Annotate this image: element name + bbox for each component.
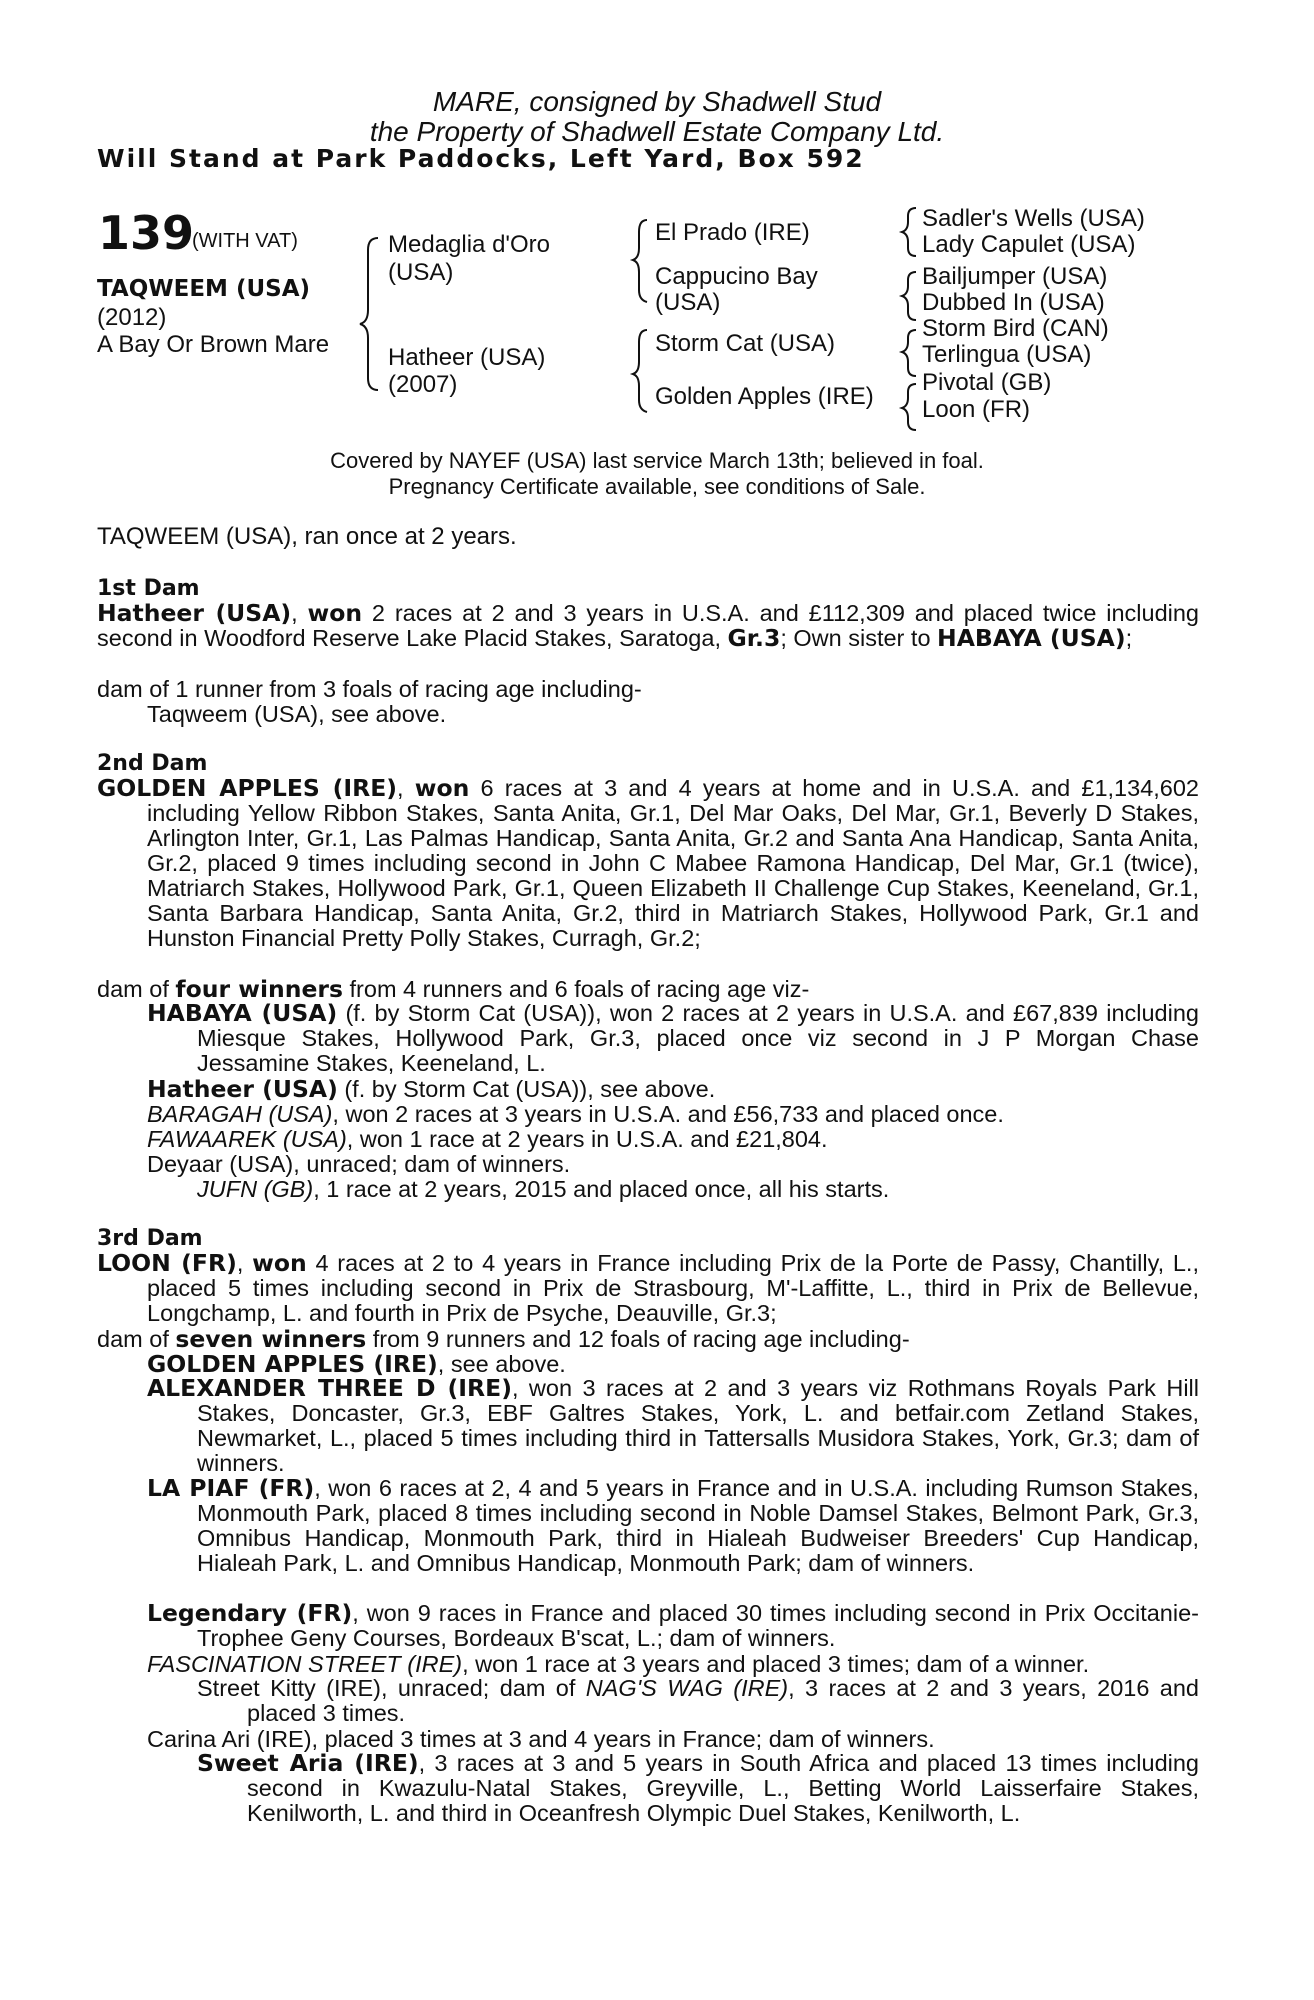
sds: Bailjumper (USA) bbox=[922, 263, 1108, 290]
ddd: Loon (FR) bbox=[922, 396, 1031, 423]
third-dam-foal-2: ALEXANDER THREE D (IRE), won 3 races at 2 and 3 years viz Rothmans Royals Park Hill Stakes, Doncaster, Gr.3, EBF Galtres Stakes, York, L. and betfair.com Zetland Stakes, Newmarket, L., placed 5 times including third in Tattersalls Musidora Stakes, York, Gr.3; dam of winners. bbox=[147, 1374, 1199, 1476]
second-dam-produce: dam of four winners from 4 runners and 6 foals of racing age viz- bbox=[97, 975, 810, 1003]
sire-dam: Cappucino Bay bbox=[655, 263, 818, 290]
first-dam-heading: 1st Dam bbox=[97, 576, 200, 601]
second-dam-foal-2: Hatheer (USA) (f. by Storm Cat (USA)), see above. bbox=[147, 1075, 716, 1103]
second-dam-heading: 2nd Dam bbox=[97, 751, 208, 776]
intro: TAQWEEM (USA), ran once at 2 years. bbox=[97, 523, 517, 550]
horse-description: A Bay Or Brown Mare bbox=[97, 331, 330, 358]
dsd: Terlingua (USA) bbox=[922, 341, 1092, 368]
second-dam-foal-4: FAWAAREK (USA), won 1 race at 2 years in U.S.A. and £21,804. bbox=[147, 1126, 828, 1152]
sire: Medaglia d'Oro bbox=[388, 231, 550, 258]
second-dam-para: GOLDEN APPLES (IRE), won 6 races at 3 and 4 years at home and in U.S.A. and £1,134,602 including Yellow Ribbon Stakes, Santa Anita, Gr.1, Del Mar Oaks, Del Mar, Gr.1, Beverly D Stakes, Arlington Inter, Gr.1, Las Palmas Handicap, Santa Anita, Gr.2 and Santa Ana Handicap, Santa Anita, Gr.2, placed 9 times including second in John C Mabee Ramona Handicap, Del Mar, Gr.1 (twice), Matriarch Stakes, Hollywood Park, Gr.1, Queen Elizabeth II Challenge Cup Stakes, Keeneland, Gr.1, Santa Barbara Handicap, Santa Anita, Gr.2, third in Matriarch Stakes, Hollywood Park, Gr.1 and Hunston Financial Pretty Polly Stakes, Curragh, Gr.2; bbox=[97, 774, 1200, 951]
horse-year: (2012) bbox=[97, 304, 167, 331]
third-dam-foal-6: Carina Ari (IRE), placed 3 times at 3 and 4 years in France; dam of winners. bbox=[147, 1726, 935, 1752]
sire-sire: El Prado (IRE) bbox=[655, 219, 810, 246]
second-dam-foal-3: BARAGAH (USA), won 2 races at 3 years in U.S.A. and £56,733 and placed once. bbox=[147, 1101, 1004, 1127]
dam-sire: Storm Cat (USA) bbox=[655, 330, 836, 357]
second-dam-foal-5: Deyaar (USA), unraced; dam of winners. bbox=[147, 1151, 571, 1177]
third-dam-foal-4: Legendary (FR), won 9 races in France and placed 30 times including second in Prix Occitanie-Trophee Geny Courses, Bordeaux B'scat, L.; dam of winners. bbox=[147, 1599, 1199, 1651]
covered-line-2: Pregnancy Certificate available, see conditions of Sale. bbox=[388, 474, 926, 499]
lot-number: 139 bbox=[98, 206, 195, 260]
sss: Sadler's Wells (USA) bbox=[922, 205, 1145, 232]
sire-dam-country: (USA) bbox=[655, 289, 721, 316]
dam: Hatheer (USA) bbox=[388, 344, 546, 371]
dss: Storm Bird (CAN) bbox=[922, 315, 1109, 342]
third-dam-foal-1: GOLDEN APPLES (IRE), see above. bbox=[147, 1350, 566, 1378]
header-location: Will Stand at Park Paddocks, Left Yard, Box 592 bbox=[97, 144, 865, 173]
first-dam-foal: Taqweem (USA), see above. bbox=[147, 701, 447, 727]
vat-note: (WITH VAT) bbox=[192, 230, 298, 252]
sire-country: (USA) bbox=[388, 259, 454, 286]
sdd: Dubbed In (USA) bbox=[922, 289, 1105, 316]
covered-line-1: Covered by NAYEF (USA) last service March 13th; believed in foal. bbox=[330, 448, 984, 473]
third-dam-granddaughter: Street Kitty (IRE), unraced; dam of NAG'S WAG (IRE), 3 races at 2 and 3 years, 2016 and placed 3 times. bbox=[197, 1675, 1199, 1726]
third-dam-heading: 3rd Dam bbox=[97, 1226, 203, 1251]
second-dam-foal-1: HABAYA (USA) (f. by Storm Cat (USA)), won 2 races at 2 years in U.S.A. and £67,839 including Miesque Stakes, Hollywood Park, Gr.3, placed once viz second in J P Morgan Chase Jessamine Stakes, Keeneland, L. bbox=[147, 999, 1199, 1076]
header-line-1: MARE, consigned by Shadwell Stud bbox=[432, 86, 882, 117]
header-line-2: the Property of Shadwell Estate Company Ltd. bbox=[369, 116, 945, 147]
dam-year: (2007) bbox=[388, 371, 458, 398]
first-dam-produce: dam of 1 runner from 3 foals of racing age including- bbox=[97, 676, 642, 702]
dds: Pivotal (GB) bbox=[922, 369, 1052, 396]
horse-name: TAQWEEM (USA) bbox=[97, 276, 311, 302]
third-dam-produce: dam of seven winners from 9 runners and 12 foals of racing age including- bbox=[97, 1325, 910, 1353]
third-dam-grandfoal: Sweet Aria (IRE), 3 races at 3 and 5 years in South Africa and placed 13 times including second in Kwazulu-Natal Stakes, Greyville, L., Betting World Laisserfaire Stakes, Kenilworth, L. and third in Oceanfresh Olympic Duel Stakes, Kenilworth, L. bbox=[197, 1749, 1200, 1826]
third-dam-foal-3: LA PIAF (FR), won 6 races at 2, 4 and 5 years in France and in U.S.A. including Rumson Stakes, Monmouth Park, placed 8 times including second in Noble Damsel Stakes, Belmont Park, Gr.3, Omnibus Handicap, Monmouth Park, third in Hialeah Budweiser Breeders' Cup Handicap, Hialeah Park, L. and Omnibus Handicap, Monmouth Park; dam of winners. bbox=[147, 1474, 1199, 1576]
first-dam-para: Hatheer (USA), won 2 races at 2 and 3 years in U.S.A. and £112,309 and placed twice including second in Woodford Reserve Lake Placid Stakes, Saratoga, Gr.3; Own sister to HABAYA (USA); bbox=[97, 599, 1200, 652]
ssd: Lady Capulet (USA) bbox=[922, 231, 1136, 258]
third-dam-para: LOON (FR), won 4 races at 2 to 4 years in France including Prix de la Porte de Passy, Chantilly, L., placed 5 times including second in Prix de Strasbourg, M'-Laffitte, L., third in Prix de Bellevue, Longchamp, L. and fourth in Prix de Psyche, Deauville, Gr.3; bbox=[97, 1249, 1199, 1326]
third-dam-foal-5: FASCINATION STREET (IRE), won 1 race at 3 years and placed 3 times; dam of a winner. bbox=[147, 1651, 1090, 1677]
second-dam-foal-6: JUFN (GB), 1 race at 2 years, 2015 and placed once, all his starts. bbox=[197, 1176, 890, 1202]
dam-dam: Golden Apples (IRE) bbox=[655, 383, 874, 410]
